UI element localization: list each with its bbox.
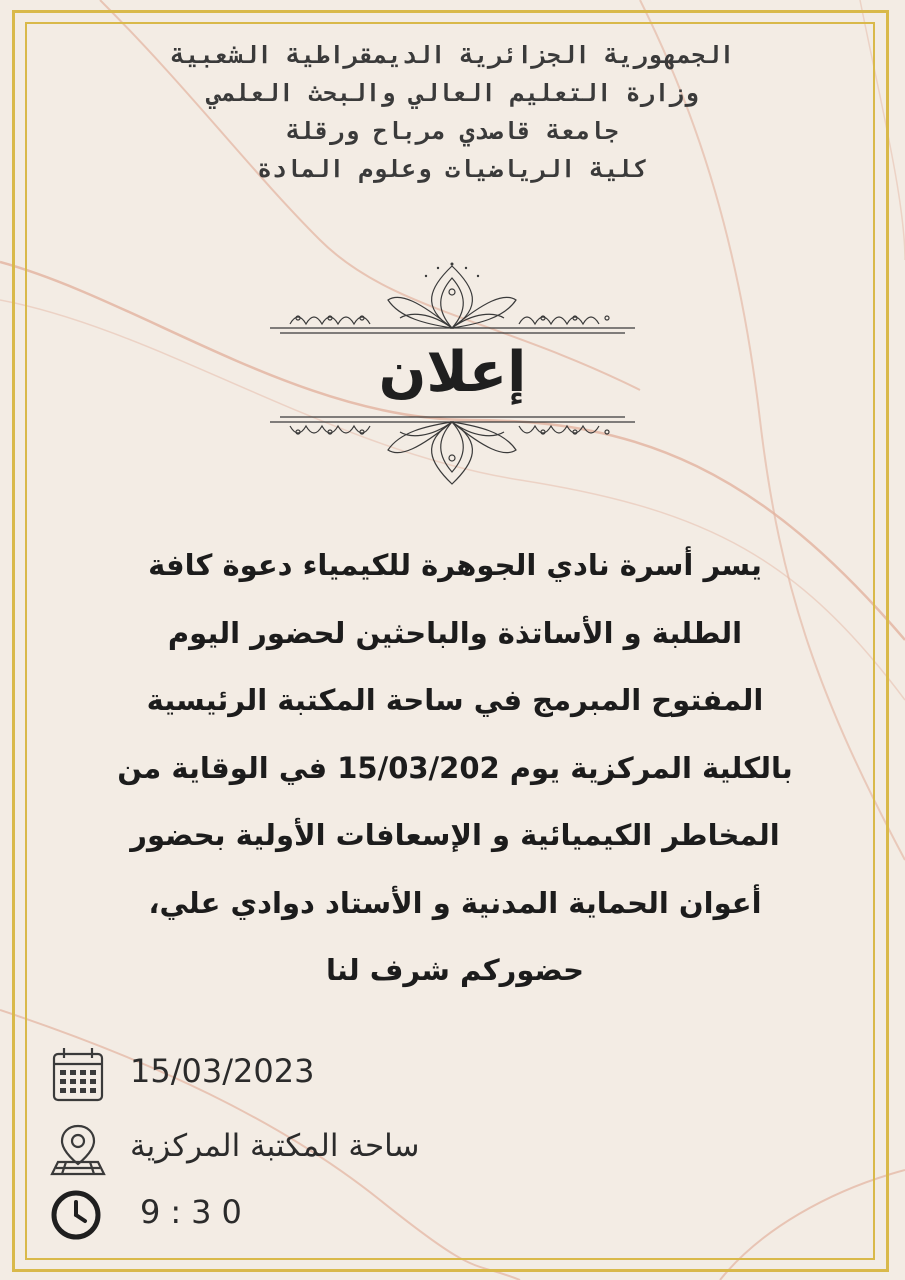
announcement-title: إعلان xyxy=(378,340,527,405)
event-date-row xyxy=(48,1044,528,1104)
body-line: بالكلية المركزية يوم 15/03/202 في الوقاية من xyxy=(117,750,793,785)
clock-icon xyxy=(48,1185,108,1245)
event-place-row xyxy=(48,1120,528,1180)
body-line: يسر أسرة نادي الجوهرة للكيمياء دعوة كافة xyxy=(148,548,762,582)
event-time-row xyxy=(48,1185,528,1245)
event-date: 15/03/2023 xyxy=(130,1052,315,1090)
event-place: ساحة المكتبة المركزية xyxy=(130,1128,420,1164)
body-line: الطلبة و الأساتذة والباحثين لحضور اليوم xyxy=(167,615,743,650)
mandala-ornament-top xyxy=(270,262,635,342)
map-pin-icon xyxy=(48,1120,108,1180)
header-line-university: جامعة قاصدي مرباح ورقلة xyxy=(286,117,619,145)
calendar-icon xyxy=(48,1044,108,1104)
header-line-republic: الجمهورية الجزائرية الديمقراطية الشعبية xyxy=(170,41,735,69)
mandala-ornament-bottom xyxy=(270,408,635,488)
institution-header xyxy=(40,36,865,188)
header-line-faculty: كلية الرياضيات وعلوم المادة xyxy=(257,155,648,183)
announcement-body xyxy=(70,532,840,1005)
header-line-ministry: وزارة التعليم العالي والبحث العلمي xyxy=(206,79,699,107)
body-line: أعوان الحماية المدنية و الأستاد دوادي علي، xyxy=(148,885,762,920)
body-line: المخاطر الكيميائية و الإسعافات الأولية بحضور xyxy=(130,818,780,852)
event-time: 9:30 xyxy=(140,1193,252,1231)
body-line: حضوركم شرف لنا xyxy=(325,953,584,987)
body-line: المفتوح المبرمج في ساحة المكتبة الرئيسية xyxy=(146,683,764,717)
